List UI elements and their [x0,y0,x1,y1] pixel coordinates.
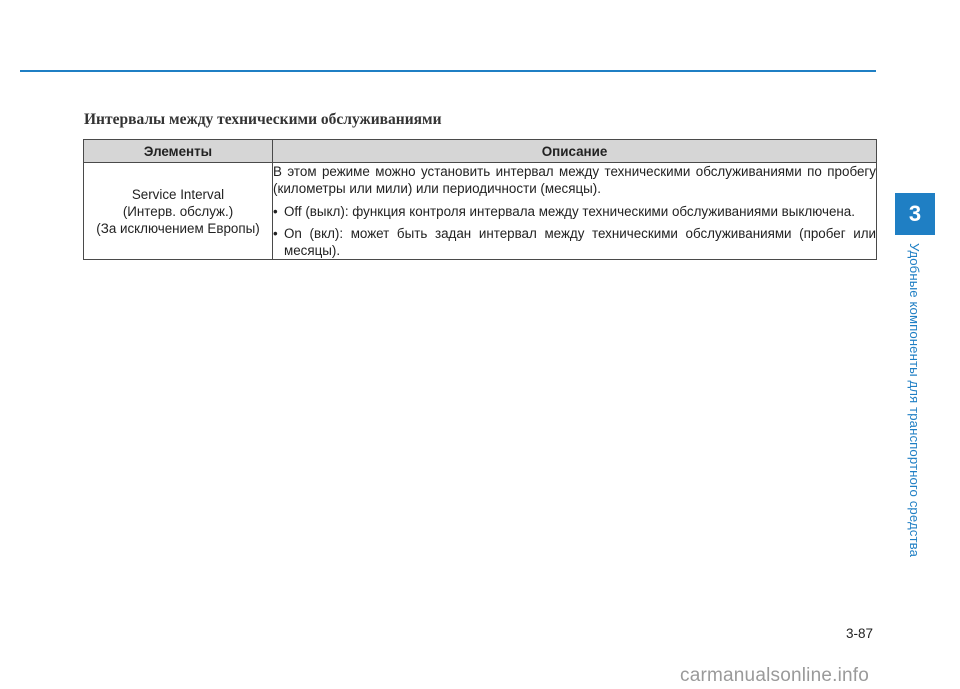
bullet-text-off: Off (выкл): функция контроля интервала между техническими обслуживаниями выключена. [284,204,855,219]
description-intro: В этом режиме можно установить интервал между техническими обслуживаниями по пробегу (километры или мили) или периодичности (месяцы). [273,164,876,196]
top-divider [20,70,876,72]
list-item [273,225,876,259]
column-header-description: Описание [273,140,877,163]
item-region-note: (За исключением Европы) [96,220,260,236]
item-name: Service Interval [131,186,225,202]
description-cell [273,163,877,260]
bullet-dot-icon: • [273,226,278,241]
maintenance-interval-table [83,139,877,260]
item-cell [84,163,273,260]
list-item [273,203,876,220]
section-title: Интервалы между техническими обслуживаниями [84,111,442,128]
chapter-number: 3 [908,201,922,226]
chapter-tab [895,193,935,235]
watermark: carmanualsonline.info [680,665,870,686]
page-number: 3-87 [846,626,874,641]
column-header-items: Элементы [84,140,273,163]
item-name-translation: (Интерв. обслуж.) [122,203,234,219]
table-row [84,163,877,260]
chapter-title-vertical: Удобные компоненты для транспортного средства [907,243,922,558]
bullet-dot-icon: • [273,204,278,219]
table-header-row [84,140,877,163]
description-bullets [273,203,876,259]
bullet-text-on: On (вкл): может быть задан интервал между техническими обслуживаниями (пробег или месяцы). [284,226,876,258]
